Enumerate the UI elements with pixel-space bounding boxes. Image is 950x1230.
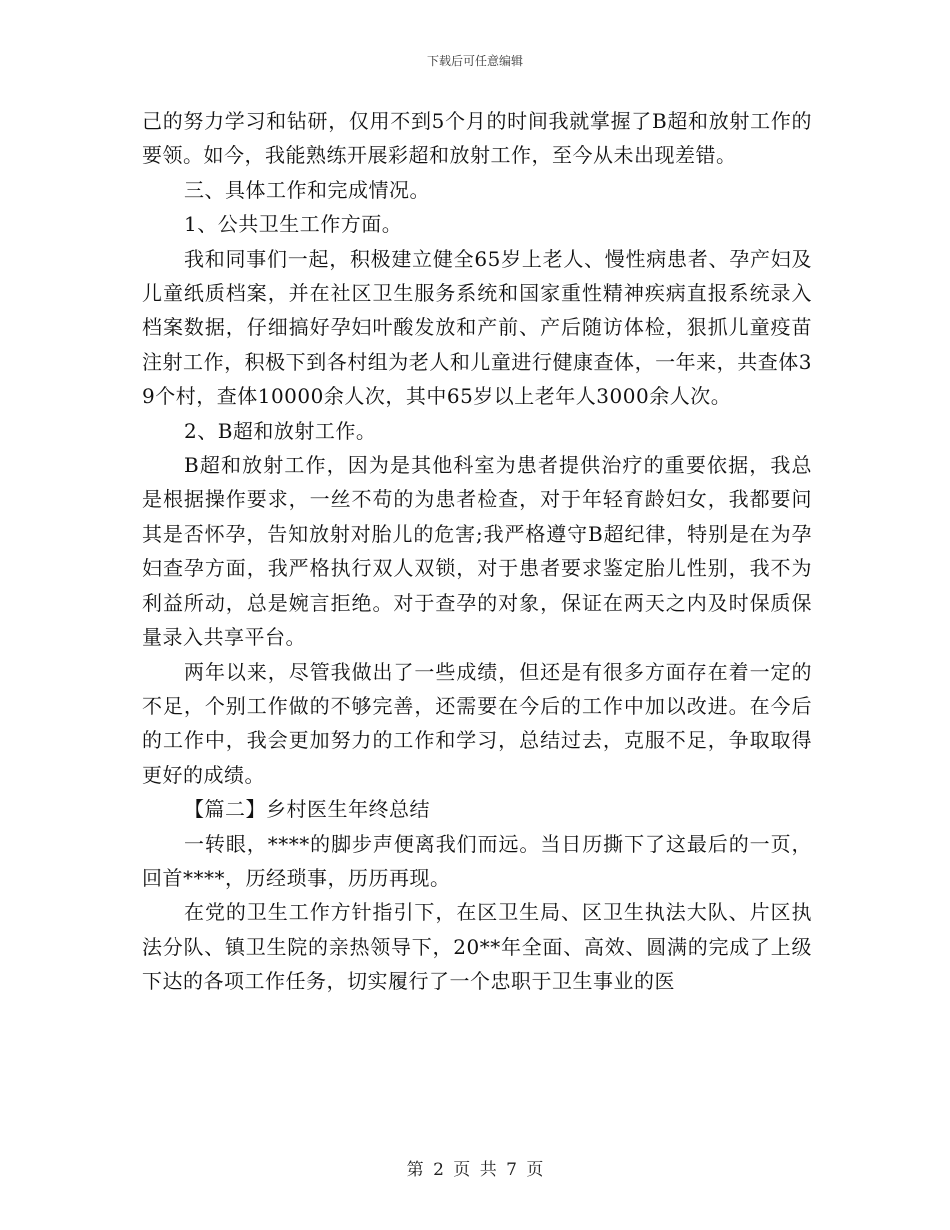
subsection-heading: 1、公共卫生工作方面。 [184,212,403,237]
page-number-footer: 第 2 页 共 7 页 [406,1160,544,1180]
document-body [142,104,812,999]
paragraph: B超和放射工作，因为是其他科室为患者提供治疗的重要依据，我总是根据操作要求，一丝不苟的为患者检查，对于年轻育龄妇女，我都要问其是否怀孕，告知放射对胎儿的危害;我严格遵守B超纪律，特别是在为孕妇查孕方面，我严格执行双人双锁，对于患者要求鉴定胎儿性别，我不为利益所动，总是婉言拒绝。对于查孕的对象，保证在两天之内及时保质保量录入共享平台。 [142,453,812,650]
paragraph: 一转眼，****的脚步声便离我们而远。当日历撕下了这最后的一页，回首****，历经琐事，历历再现。 [142,831,812,890]
paragraph: 两年以来，尽管我做出了一些成绩，但还是有很多方面存在着一定的不足，个别工作做的不够完善，还需要在今后的工作中加以改进。在今后的工作中，我会更加努力的工作和学习，总结过去，克服不足，争取取得更好的成绩。 [142,659,812,787]
article-title: 【篇二】乡村医生年终总结 [184,797,430,822]
section-heading: 三、具体工作和完成情况。 [184,177,430,202]
subsection-heading: 2、B超和放射工作。 [184,418,377,443]
paragraph: 己的努力学习和钻研，仅用不到5个月的时间我就掌握了B超和放射工作的要领。如今，我能熟练开展彩超和放射工作，至今从未出现差错。 [142,109,812,168]
paragraph: 我和同事们一起，积极建立健全65岁上老人、慢性病患者、孕产妇及儿童纸质档案，并在社区卫生服务系统和国家重性精神疾病直报系统录入档案数据，仔细搞好孕妇叶酸发放和产前、产后随访体检，狠抓儿童疫苗注射工作，积极下到各村组为老人和儿童进行健康查体，一年来，共查体39个村，查体10000余人次，其中65岁以上老年人3000余人次。 [142,246,812,409]
paragraph: 在党的卫生工作方针指引下，在区卫生局、区卫生执法大队、片区执法分队、镇卫生院的亲热领导下，20**年全面、高效、圆满的完成了上级下达的各项工作任务，切实履行了一个忠职于卫生事业的医 [142,900,812,994]
page-header: 下载后可任意编辑 [426,54,523,68]
